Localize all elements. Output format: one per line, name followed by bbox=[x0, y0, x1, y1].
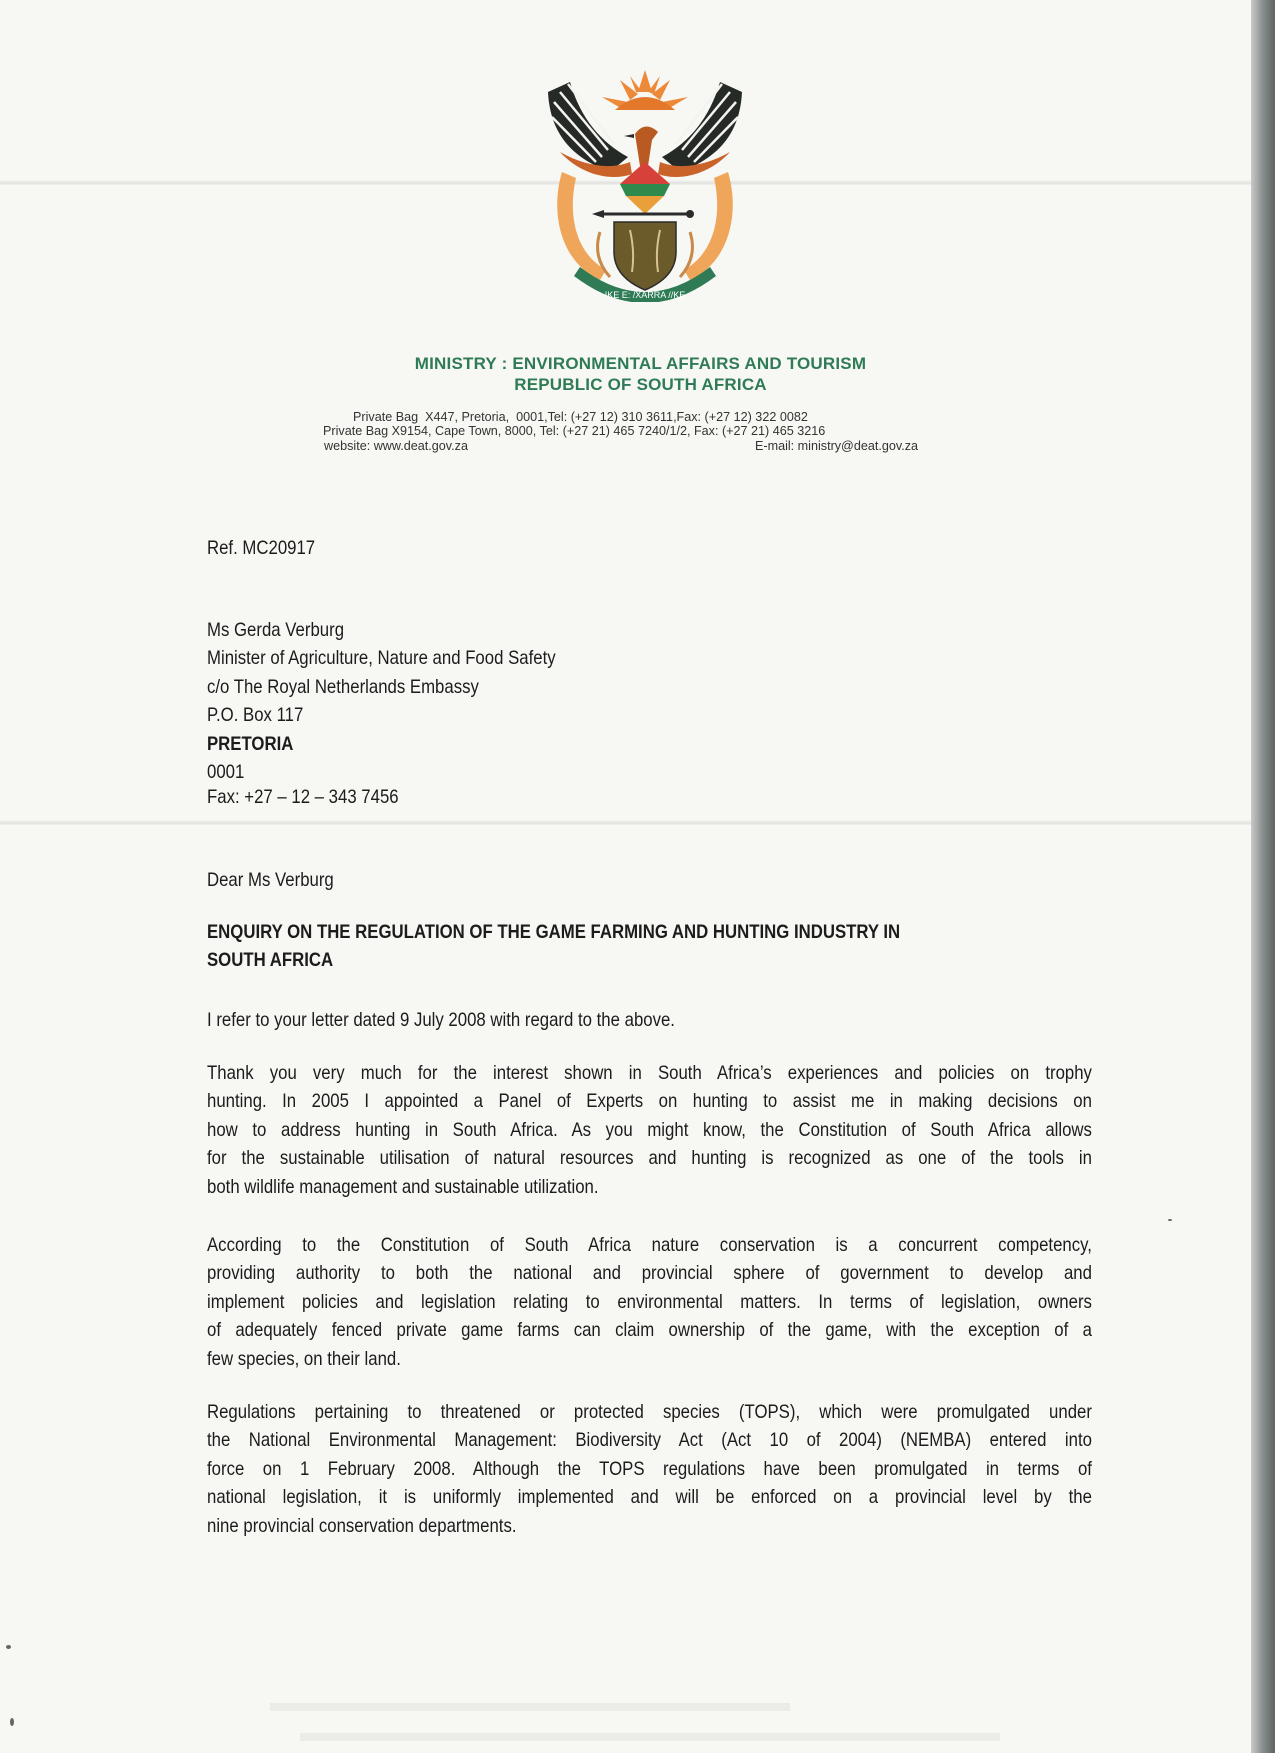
recipient-city: PRETORIA bbox=[207, 732, 294, 755]
show-through-text bbox=[270, 1703, 790, 1711]
paragraph-line: Regulations pertaining to threatened or protected species (TOPS), which were promulgated under bbox=[207, 1401, 1092, 1423]
svg-text:!KE E: /XARRA //KE: !KE E: /XARRA //KE bbox=[604, 290, 686, 300]
ministry-title: MINISTRY : ENVIRONMENTAL AFFAIRS AND TOURISM bbox=[414, 354, 867, 373]
scan-speck bbox=[10, 1718, 14, 1726]
republic-title: REPUBLIC OF SOUTH AFRICA bbox=[514, 375, 767, 394]
paragraph-line: few species, on their land. bbox=[207, 1347, 401, 1370]
pretoria-address: Private Bag X447, Pretoria, 0001,Tel: (+27 12) 310 3611,Fax: (+27 12) 322 0082 bbox=[353, 410, 808, 424]
paragraph-line: Thank you very much for the interest shown in South Africa’s experiences and policies on trophy bbox=[207, 1062, 1092, 1084]
recipient-name: Ms Gerda Verburg bbox=[207, 619, 345, 641]
show-through-text bbox=[300, 1733, 1000, 1741]
paragraph-line: how to address hunting in South Africa. As you might know, the Constitution of South Africa allows bbox=[207, 1118, 1092, 1141]
paragraph-line: providing authority to both the national and provincial sphere of government to develop and bbox=[207, 1262, 1092, 1285]
recipient-title: Minister of Agriculture, Nature and Food Safety bbox=[207, 647, 556, 670]
paragraph-line: hunting. In 2005 I appointed a Panel of Experts on hunting to assist me in making decisions on bbox=[207, 1090, 1092, 1113]
recipient-fax: Fax: +27 – 12 – 343 7456 bbox=[207, 786, 399, 808]
fold-crease bbox=[0, 820, 1251, 826]
paragraph-line: force on 1 February 2008. Although the TOPS regulations have been promulgated in terms of bbox=[207, 1457, 1092, 1480]
paragraph-line: of adequately fenced private game farms can claim ownership of the game, with the exception of a bbox=[207, 1319, 1092, 1342]
paragraph-reference: I refer to your letter dated 9 July 2008 with regard to the above. bbox=[207, 1009, 675, 1031]
scanner-edge bbox=[1251, 0, 1275, 1753]
recipient-postal-code: 0001 bbox=[207, 761, 245, 784]
paragraph-hunting-panel bbox=[207, 1059, 1092, 1201]
paragraph-line: for the sustainable utilisation of natural resources and hunting is recognized as one of the tools in bbox=[207, 1147, 1092, 1170]
capetown-address: Private Bag X9154, Cape Town, 8000, Tel: (+27 21) 465 7240/1/2, Fax: (+27 21) 465 3216 bbox=[323, 424, 826, 438]
scan-speck bbox=[6, 1645, 11, 1649]
paragraph-line: According to the Constitution of South Africa nature conservation is a concurrent competency, bbox=[207, 1234, 1092, 1256]
coat-of-arms-icon bbox=[540, 62, 750, 302]
recipient-care-of: c/o The Royal Netherlands Embassy bbox=[207, 675, 479, 698]
recipient-po-box: P.O. Box 117 bbox=[207, 704, 304, 727]
paragraph-line: nine provincial conservation departments. bbox=[207, 1514, 517, 1537]
recipient-address bbox=[207, 616, 556, 786]
paragraph-line: the National Environmental Management: Biodiversity Act (Act 10 of 2004) (NEMBA) entered into bbox=[207, 1429, 1092, 1452]
salutation: Dear Ms Verburg bbox=[207, 869, 334, 891]
paragraph-line: implement policies and legislation relating to environmental matters. In terms of legislation, owners bbox=[207, 1290, 1092, 1313]
subject-heading bbox=[207, 918, 1067, 975]
reference-number: Ref. MC20917 bbox=[207, 537, 316, 559]
subject-line: SOUTH AFRICA bbox=[207, 949, 334, 972]
paragraph-line: both wildlife management and sustainable utilization. bbox=[207, 1175, 599, 1198]
email-link[interactable]: E-mail: ministry@deat.gov.za bbox=[755, 439, 919, 453]
subject-line: ENQUIRY ON THE REGULATION OF THE GAME FARMING AND HUNTING INDUSTRY IN bbox=[207, 921, 901, 943]
paragraph-constitution bbox=[207, 1231, 1092, 1373]
paragraph-line: national legislation, it is uniformly implemented and will be enforced on a provincial level by the bbox=[207, 1486, 1092, 1509]
scan-speck bbox=[1168, 1219, 1172, 1221]
website-link[interactable]: website: www.deat.gov.za bbox=[324, 439, 468, 453]
paragraph-tops-regulations bbox=[207, 1398, 1092, 1540]
